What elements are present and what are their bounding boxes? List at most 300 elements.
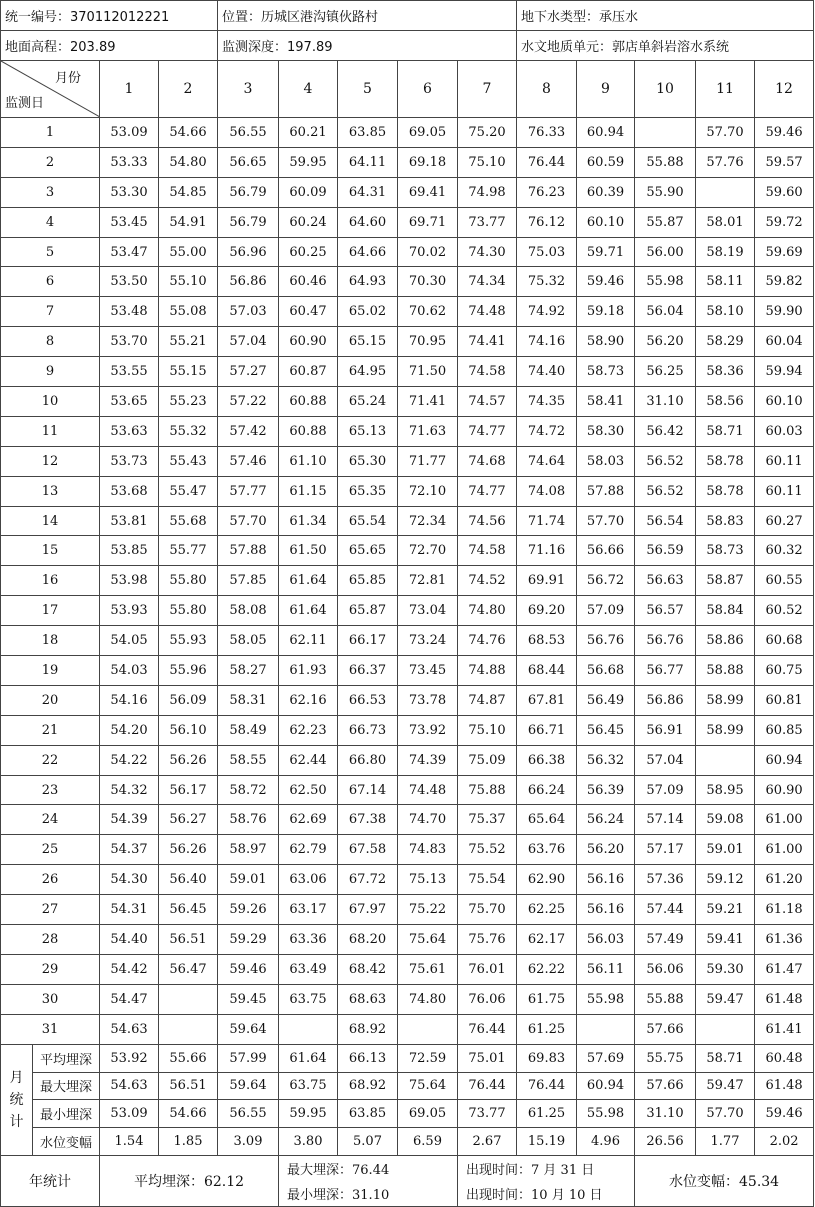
table-row — [1, 596, 814, 626]
depth-value: 64.95 — [338, 357, 398, 387]
hydrogeologic-unit: 水文地质单元：郭店单斜岩溶水系统 — [517, 31, 814, 61]
stat-value: 63.75 — [279, 1072, 338, 1100]
depth-value: 60.94 — [577, 118, 635, 148]
depth-value: 69.91 — [517, 566, 577, 596]
day-label: 21 — [1, 715, 100, 745]
depth-value: 53.93 — [100, 596, 159, 626]
depth-value: 74.68 — [458, 446, 517, 476]
stat-value: 2.02 — [755, 1128, 814, 1156]
corner-cell — [1, 61, 100, 118]
stat-value: 5.07 — [338, 1128, 398, 1156]
depth-value: 57.76 — [696, 147, 755, 177]
depth-value: 74.57 — [458, 387, 517, 417]
depth-value: 53.33 — [100, 147, 159, 177]
depth-value: 76.06 — [458, 984, 517, 1014]
table-row — [1, 805, 814, 835]
depth-value: 59.41 — [696, 925, 755, 955]
depth-value: 75.37 — [458, 805, 517, 835]
depth-value: 53.50 — [100, 267, 159, 297]
depth-value: 56.04 — [635, 297, 696, 327]
depth-value: 55.23 — [159, 387, 218, 417]
depth-value: 56.72 — [577, 566, 635, 596]
ground-elevation: 地面高程：203.89 — [1, 31, 218, 61]
depth-value: 60.11 — [755, 446, 814, 476]
depth-value: 58.56 — [696, 387, 755, 417]
depth-value: 74.08 — [517, 476, 577, 506]
depth-value — [159, 984, 218, 1014]
depth-value: 56.42 — [635, 416, 696, 446]
depth-value: 54.37 — [100, 835, 159, 865]
depth-value: 62.79 — [279, 835, 338, 865]
depth-value: 58.11 — [696, 267, 755, 297]
depth-value: 53.68 — [100, 476, 159, 506]
day-label: 6 — [1, 267, 100, 297]
depth-value: 74.77 — [458, 476, 517, 506]
depth-value: 60.32 — [755, 536, 814, 566]
depth-value: 57.66 — [635, 1014, 696, 1044]
depth-value: 62.17 — [517, 925, 577, 955]
depth-value: 72.81 — [398, 566, 458, 596]
depth-value: 65.13 — [338, 416, 398, 446]
depth-value: 58.97 — [218, 835, 279, 865]
depth-value: 58.86 — [696, 626, 755, 656]
yearly-max-time: 出现时间：7 月 31 日 — [458, 1156, 635, 1182]
stat-value: 68.92 — [338, 1072, 398, 1100]
depth-value: 63.85 — [338, 118, 398, 148]
depth-value: 62.11 — [279, 626, 338, 656]
stat-value: 69.05 — [398, 1100, 458, 1128]
depth-value: 56.63 — [635, 566, 696, 596]
yearly-min-depth: 最小埋深：31.10 — [279, 1181, 458, 1207]
depth-value: 74.92 — [517, 297, 577, 327]
depth-value: 56.79 — [218, 177, 279, 207]
depth-value: 57.09 — [577, 596, 635, 626]
depth-value: 66.80 — [338, 745, 398, 775]
depth-value: 55.21 — [159, 327, 218, 357]
depth-value: 62.44 — [279, 745, 338, 775]
depth-value: 58.83 — [696, 506, 755, 536]
monthly-stat-row — [1, 1100, 814, 1128]
stat-value: 66.13 — [338, 1044, 398, 1072]
stat-value: 57.66 — [635, 1072, 696, 1100]
depth-value: 75.88 — [458, 775, 517, 805]
table-row — [1, 745, 814, 775]
depth-value: 54.16 — [100, 685, 159, 715]
monthly-stat-row — [1, 1128, 814, 1156]
depth-value: 56.52 — [635, 446, 696, 476]
depth-value: 73.92 — [398, 715, 458, 745]
depth-value: 60.03 — [755, 416, 814, 446]
depth-value: 55.00 — [159, 237, 218, 267]
depth-value: 65.54 — [338, 506, 398, 536]
depth-value: 61.64 — [279, 596, 338, 626]
depth-value: 69.41 — [398, 177, 458, 207]
table-row — [1, 984, 814, 1014]
depth-value: 72.10 — [398, 476, 458, 506]
depth-value: 55.43 — [159, 446, 218, 476]
day-label: 16 — [1, 566, 100, 596]
stat-label: 水位变幅 — [33, 1128, 100, 1156]
depth-value: 74.16 — [517, 327, 577, 357]
depth-value: 58.05 — [218, 626, 279, 656]
depth-value: 58.73 — [696, 536, 755, 566]
depth-value: 57.70 — [577, 506, 635, 536]
depth-value: 66.17 — [338, 626, 398, 656]
depth-value: 61.47 — [755, 954, 814, 984]
day-label: 10 — [1, 387, 100, 417]
stat-label: 最小埋深 — [33, 1100, 100, 1128]
yearly-max-depth: 最大埋深：76.44 — [279, 1156, 458, 1182]
table-row — [1, 954, 814, 984]
depth-value: 54.05 — [100, 626, 159, 656]
depth-value: 57.88 — [577, 476, 635, 506]
depth-value: 59.60 — [755, 177, 814, 207]
depth-value: 54.40 — [100, 925, 159, 955]
day-label: 5 — [1, 237, 100, 267]
month-header-1: 1 — [100, 61, 159, 118]
day-label: 13 — [1, 476, 100, 506]
depth-value: 73.78 — [398, 685, 458, 715]
depth-value: 59.71 — [577, 237, 635, 267]
depth-value: 65.85 — [338, 566, 398, 596]
month-header-12: 12 — [755, 61, 814, 118]
depth-value: 75.64 — [398, 925, 458, 955]
depth-value: 56.55 — [218, 118, 279, 148]
depth-value: 67.72 — [338, 865, 398, 895]
depth-value: 56.86 — [635, 685, 696, 715]
depth-value: 53.63 — [100, 416, 159, 446]
depth-value: 53.47 — [100, 237, 159, 267]
depth-value: 58.87 — [696, 566, 755, 596]
depth-value: 58.19 — [696, 237, 755, 267]
depth-value: 59.26 — [218, 895, 279, 925]
depth-value: 54.85 — [159, 177, 218, 207]
depth-value: 65.87 — [338, 596, 398, 626]
stat-value: 2.67 — [458, 1128, 517, 1156]
month-header-3: 3 — [218, 61, 279, 118]
depth-value: 76.23 — [517, 177, 577, 207]
depth-value: 58.31 — [218, 685, 279, 715]
depth-value: 54.80 — [159, 147, 218, 177]
month-header-2: 2 — [159, 61, 218, 118]
stat-value: 61.64 — [279, 1044, 338, 1072]
depth-value: 71.16 — [517, 536, 577, 566]
depth-value: 74.83 — [398, 835, 458, 865]
depth-value: 59.95 — [279, 147, 338, 177]
day-label: 19 — [1, 656, 100, 686]
stat-value: 57.99 — [218, 1044, 279, 1072]
depth-value: 75.13 — [398, 865, 458, 895]
stat-value: 26.56 — [635, 1128, 696, 1156]
depth-value: 67.97 — [338, 895, 398, 925]
depth-value: 54.32 — [100, 775, 159, 805]
depth-value: 59.29 — [218, 925, 279, 955]
depth-value: 75.76 — [458, 925, 517, 955]
depth-value: 70.30 — [398, 267, 458, 297]
stat-value: 56.55 — [218, 1100, 279, 1128]
depth-value: 55.08 — [159, 297, 218, 327]
stat-value: 61.48 — [755, 1072, 814, 1100]
depth-value: 58.73 — [577, 357, 635, 387]
depth-value: 56.10 — [159, 715, 218, 745]
depth-value: 56.59 — [635, 536, 696, 566]
depth-value: 75.22 — [398, 895, 458, 925]
stat-value: 15.19 — [517, 1128, 577, 1156]
depth-value: 61.41 — [755, 1014, 814, 1044]
day-label: 4 — [1, 207, 100, 237]
depth-value: 56.24 — [577, 805, 635, 835]
depth-value: 61.93 — [279, 656, 338, 686]
depth-value: 63.36 — [279, 925, 338, 955]
depth-value: 55.98 — [577, 984, 635, 1014]
depth-value: 56.65 — [218, 147, 279, 177]
depth-value: 66.37 — [338, 656, 398, 686]
header-row-2 — [1, 31, 814, 61]
yearly-stats-row-1 — [1, 1156, 814, 1182]
depth-value: 57.14 — [635, 805, 696, 835]
month-header-6: 6 — [398, 61, 458, 118]
depth-value: 60.47 — [279, 297, 338, 327]
depth-value: 60.90 — [755, 775, 814, 805]
depth-value: 56.45 — [577, 715, 635, 745]
depth-value: 54.91 — [159, 207, 218, 237]
depth-value: 69.05 — [398, 118, 458, 148]
depth-value: 63.76 — [517, 835, 577, 865]
depth-value: 74.30 — [458, 237, 517, 267]
depth-value: 76.12 — [517, 207, 577, 237]
table-row — [1, 357, 814, 387]
depth-value: 57.42 — [218, 416, 279, 446]
depth-value: 75.10 — [458, 715, 517, 745]
depth-value: 70.02 — [398, 237, 458, 267]
depth-value: 68.92 — [338, 1014, 398, 1044]
depth-value: 62.69 — [279, 805, 338, 835]
day-label: 1 — [1, 118, 100, 148]
depth-value: 56.49 — [577, 685, 635, 715]
depth-value: 59.01 — [696, 835, 755, 865]
stat-value: 59.95 — [279, 1100, 338, 1128]
depth-value: 59.46 — [755, 118, 814, 148]
day-label: 7 — [1, 297, 100, 327]
depth-value: 60.88 — [279, 387, 338, 417]
depth-value: 54.63 — [100, 1014, 159, 1044]
depth-value: 59.69 — [755, 237, 814, 267]
depth-value: 56.79 — [218, 207, 279, 237]
depth-value: 61.50 — [279, 536, 338, 566]
depth-value: 67.58 — [338, 835, 398, 865]
depth-value: 58.01 — [696, 207, 755, 237]
depth-value: 60.24 — [279, 207, 338, 237]
stat-value: 54.66 — [159, 1100, 218, 1128]
yearly-min-time: 出现时间：10 月 10 日 — [458, 1181, 635, 1207]
depth-value: 62.25 — [517, 895, 577, 925]
depth-value — [696, 1014, 755, 1044]
depth-value: 55.80 — [159, 566, 218, 596]
depth-value: 60.81 — [755, 685, 814, 715]
depth-value: 59.45 — [218, 984, 279, 1014]
depth-value: 60.10 — [577, 207, 635, 237]
depth-value: 55.88 — [635, 984, 696, 1014]
depth-value: 61.00 — [755, 835, 814, 865]
depth-value: 58.55 — [218, 745, 279, 775]
depth-value: 58.27 — [218, 656, 279, 686]
depth-value: 57.22 — [218, 387, 279, 417]
depth-value: 57.44 — [635, 895, 696, 925]
depth-value: 60.10 — [755, 387, 814, 417]
stat-value: 69.83 — [517, 1044, 577, 1072]
depth-value: 58.29 — [696, 327, 755, 357]
depth-value: 64.66 — [338, 237, 398, 267]
depth-value: 58.10 — [696, 297, 755, 327]
day-label: 31 — [1, 1014, 100, 1044]
stat-label: 平均埋深 — [33, 1044, 100, 1072]
depth-value: 60.55 — [755, 566, 814, 596]
depth-value: 59.57 — [755, 147, 814, 177]
stat-value: 53.92 — [100, 1044, 159, 1072]
table-row — [1, 207, 814, 237]
depth-value: 58.76 — [218, 805, 279, 835]
depth-value: 54.47 — [100, 984, 159, 1014]
stat-value: 60.48 — [755, 1044, 814, 1072]
depth-value: 74.80 — [398, 984, 458, 1014]
month-header-11: 11 — [696, 61, 755, 118]
depth-value: 74.87 — [458, 685, 517, 715]
depth-value: 67.14 — [338, 775, 398, 805]
table-row — [1, 416, 814, 446]
depth-value: 56.26 — [159, 745, 218, 775]
day-label: 14 — [1, 506, 100, 536]
stat-value: 61.25 — [517, 1100, 577, 1128]
station-id: 统一编号：370112012221 — [1, 1, 218, 31]
day-label: 15 — [1, 536, 100, 566]
depth-value: 74.39 — [398, 745, 458, 775]
depth-value: 73.24 — [398, 626, 458, 656]
depth-value: 57.04 — [218, 327, 279, 357]
day-label: 17 — [1, 596, 100, 626]
depth-value: 59.64 — [218, 1014, 279, 1044]
depth-value: 66.38 — [517, 745, 577, 775]
depth-value: 74.88 — [458, 656, 517, 686]
depth-value: 59.18 — [577, 297, 635, 327]
table-row — [1, 715, 814, 745]
depth-value: 57.27 — [218, 357, 279, 387]
depth-value: 54.31 — [100, 895, 159, 925]
depth-value: 75.09 — [458, 745, 517, 775]
depth-value: 61.10 — [279, 446, 338, 476]
depth-value: 57.77 — [218, 476, 279, 506]
depth-value: 75.32 — [517, 267, 577, 297]
table-row — [1, 297, 814, 327]
depth-value: 60.21 — [279, 118, 338, 148]
depth-value — [159, 1014, 218, 1044]
day-label: 28 — [1, 925, 100, 955]
depth-value: 69.71 — [398, 207, 458, 237]
depth-value: 61.36 — [755, 925, 814, 955]
depth-value: 54.39 — [100, 805, 159, 835]
stat-value: 1.54 — [100, 1128, 159, 1156]
depth-value: 60.59 — [577, 147, 635, 177]
depth-value: 75.61 — [398, 954, 458, 984]
depth-value: 56.20 — [635, 327, 696, 357]
stat-value: 55.66 — [159, 1044, 218, 1072]
table-row — [1, 267, 814, 297]
station-location: 位置：历城区港沟镇伙路村 — [218, 1, 517, 31]
depth-value: 58.71 — [696, 416, 755, 446]
depth-value: 60.04 — [755, 327, 814, 357]
table-row — [1, 446, 814, 476]
depth-value: 55.32 — [159, 416, 218, 446]
depth-value: 65.35 — [338, 476, 398, 506]
depth-value: 62.22 — [517, 954, 577, 984]
depth-value: 58.84 — [696, 596, 755, 626]
depth-value: 56.27 — [159, 805, 218, 835]
stat-value: 57.69 — [577, 1044, 635, 1072]
monthly-stats-title: 月 统 计 — [1, 1044, 33, 1156]
day-label: 11 — [1, 416, 100, 446]
yearly-avg-depth: 平均埋深：62.12 — [100, 1156, 279, 1207]
depth-value: 74.98 — [458, 177, 517, 207]
month-axis-label: 月份 — [54, 71, 81, 86]
depth-value: 66.24 — [517, 775, 577, 805]
depth-value: 55.87 — [635, 207, 696, 237]
depth-value: 59.46 — [218, 954, 279, 984]
depth-value: 76.44 — [458, 1014, 517, 1044]
depth-value: 63.75 — [279, 984, 338, 1014]
month-header-7: 7 — [458, 61, 517, 118]
table-row — [1, 656, 814, 686]
depth-value: 75.20 — [458, 118, 517, 148]
stat-value: 75.64 — [398, 1072, 458, 1100]
depth-value: 70.62 — [398, 297, 458, 327]
depth-value: 73.77 — [458, 207, 517, 237]
depth-value: 61.25 — [517, 1014, 577, 1044]
depth-value: 61.15 — [279, 476, 338, 506]
day-label: 20 — [1, 685, 100, 715]
depth-value: 68.44 — [517, 656, 577, 686]
depth-value: 74.77 — [458, 416, 517, 446]
depth-value: 75.54 — [458, 865, 517, 895]
depth-value: 56.16 — [577, 895, 635, 925]
depth-value: 53.85 — [100, 536, 159, 566]
depth-value: 60.75 — [755, 656, 814, 686]
depth-value: 58.03 — [577, 446, 635, 476]
depth-value: 55.98 — [635, 267, 696, 297]
depth-value: 57.70 — [696, 118, 755, 148]
depth-value: 74.48 — [458, 297, 517, 327]
depth-value: 56.09 — [159, 685, 218, 715]
depth-value: 54.66 — [159, 118, 218, 148]
day-label: 26 — [1, 865, 100, 895]
depth-value: 74.70 — [398, 805, 458, 835]
depth-value: 57.88 — [218, 536, 279, 566]
depth-value: 60.25 — [279, 237, 338, 267]
depth-value: 55.93 — [159, 626, 218, 656]
depth-value: 65.24 — [338, 387, 398, 417]
depth-value: 53.81 — [100, 506, 159, 536]
day-label: 29 — [1, 954, 100, 984]
depth-value: 65.64 — [517, 805, 577, 835]
depth-value: 55.80 — [159, 596, 218, 626]
depth-value: 76.44 — [517, 147, 577, 177]
depth-value: 56.25 — [635, 357, 696, 387]
depth-value: 56.66 — [577, 536, 635, 566]
table-row — [1, 895, 814, 925]
depth-value: 58.08 — [218, 596, 279, 626]
depth-value: 55.88 — [635, 147, 696, 177]
depth-value: 55.96 — [159, 656, 218, 686]
depth-value: 57.09 — [635, 775, 696, 805]
depth-value: 57.17 — [635, 835, 696, 865]
